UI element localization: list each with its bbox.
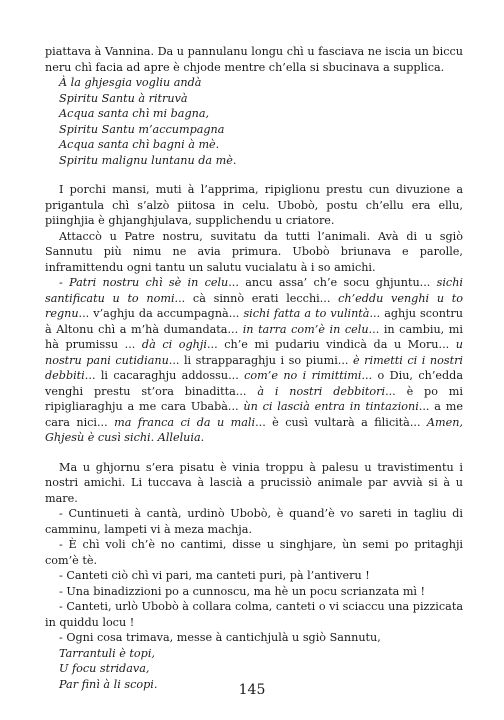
prayer-text: ... o Diu, ch’edda venghi prestu st’ora binaditta... [45,369,463,398]
paragraph: Attaccò u Patre nostru, suvitatu da tutti l’animali. Avà di u sgiò Sannutu più nimu ne avia primura. Ubobò briunava e parolle, inframittendu ogni tantu un salutu vucialatu à i so amichi. [45,229,463,274]
verse-line: Acqua santa chì mi bagna, [59,107,210,120]
verse-line: Spiritu Santu à ritruvà [59,91,188,105]
prayer-quote: è rimetti ci i nostri debbiti [45,353,463,382]
page-body [45,44,463,692]
verse-line: À la ghjesgia vogliu andà [59,76,202,89]
prayer-quote: ma franca ci da u mali [114,415,256,429]
verse-line: Spiritu Santu m’accumpagna [59,122,225,136]
page-number: 145 [238,682,266,698]
prayer-text: ... in cambiu, mi hà prumissu ... [45,322,463,351]
paragraph: piattava à Vannina. Da u pannulanu longu chì u fasciava ne iscia un biccu neru chì facia ad apre è chjode mentre ch’ella si sbucinava a supplica. [45,45,463,74]
prayer-text: ... a me cara nici... [45,400,463,429]
prayer-quote: sichi fatta a to vulintà [243,307,370,320]
dialogue-line: - Ogni cosa trimava, messe à cantichjulà u sgiò Sannutu, [59,631,381,644]
prayer-quote: à i nostri debbitori [257,384,386,398]
prayer-quote: Amen, Ghjesù è cusì sichi. Alleluia. [45,415,463,444]
prayer-paragraph [45,275,463,446]
verse-line: Spiritu malignu luntanu da mè. [59,153,237,167]
prayer-text: - [59,276,70,289]
verse-block [59,75,463,168]
prayer-quote: dà ci oghji [141,338,207,351]
prayer-text: ... è cusì vultarà a filicità... [255,415,427,429]
paragraph: Ma u ghjornu s’era pisatu è vinia troppu à palesu u travistimentu i nostri amichi. Li tuccava à lascià a prucissiò animale par avvià si à u mare. [45,460,463,505]
prayer-text: ... cà sinnò erati lecchi... [174,291,339,305]
paragraph: I porchi mansi, muti à l’apprima, ripiglionu prestu cun divuzione a prigantula chì s’alzò piitosa in celu. Ubobò, postu ch’ellu era ellu, piinghjia è ghjanghjulava, supplichendu u criatore. [45,183,463,227]
prayer-quote: in tarra com’è in celu [242,322,369,336]
prayer-quote: com’e no i rimittimi [244,369,362,382]
dialogue-line: - Canteti ciò chì vi pari, ma canteti puri, pà l’antiveru ! [59,569,370,582]
dialogue-line: - Canteti, urlò Ubobò à collara colma, canteti o vi sciaccu una pizzicata in quiddu locu ! [45,600,463,629]
dialogue-line: - È chì voli ch’è no cantimi, disse u singhjare, ùn semi po pritaghji com’è tè. [45,538,463,567]
prayer-text: ... ch’e mi pudariu vindicà da u Moru... [206,338,456,351]
verse-line: Par finì à li scopi. [59,677,158,691]
prayer-text: ... aghju scontru à Altonu chì a m’hà dumandata... [45,307,463,336]
dialogue-line: - Cuntinueti à cantà, urdinò Ubobò, è quand’è vo sareti in tagliu di camminu, lampeti vi à meza machja. [45,507,463,536]
verse-line: U focu stridava, [59,662,150,675]
prayer-text: ... ancu assa’ ch’e socu ghjuntu... [228,276,437,289]
prayer-quote: u nostru pani cutidianu [45,338,463,367]
prayer-quote: sichi santificatu u to nomi [45,276,463,305]
dialogue-line: - Una binadizzioni po a cunnoscu, ma hè un pocu scrianzata mì ! [59,584,426,598]
prayer-quote: ch’eddu venghi u to regnu [45,291,464,320]
prayer-quote: ùn ci lascià entra in tintazioni [243,400,419,413]
prayer-text: ... li strapparaghju i so piumi... [168,353,353,367]
prayer-text: ... è po mi ripigliaraghju a me cara Ubabà... [45,384,463,413]
verse-line: Tarrantuli è topi, [59,646,155,660]
prayer-text: ... v’aghju da accumpagnà... [78,307,244,320]
verse-line: Acqua santa chì bagni à mè. [59,138,220,151]
prayer-text: ... li cacaraghju addossu... [84,369,245,382]
prayer-quote: Patri nostru chì sè in celu [69,276,229,289]
